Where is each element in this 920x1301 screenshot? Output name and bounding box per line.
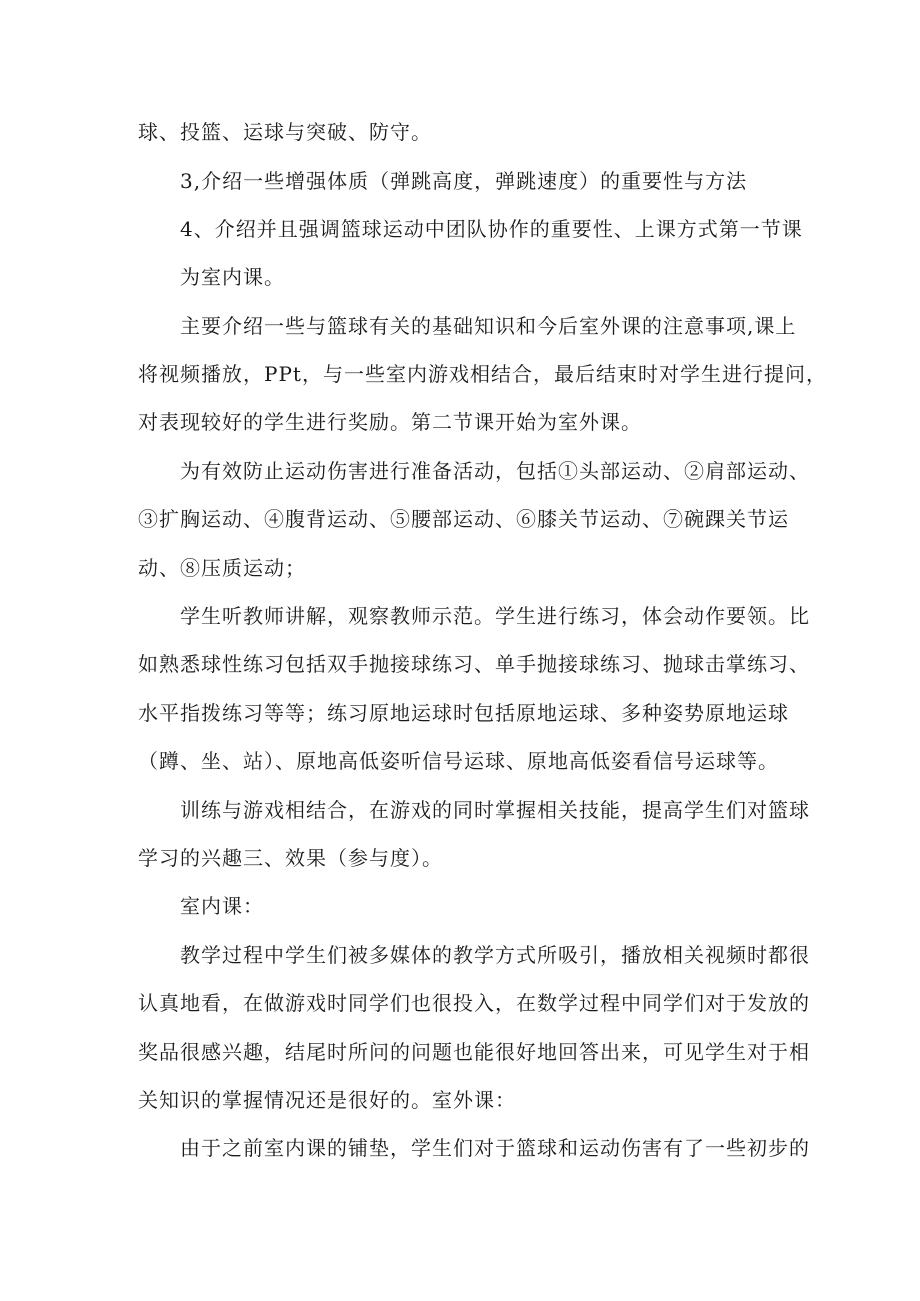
text-line: 球、投篮、运球与突破、防守。 (138, 120, 432, 144)
text-line: 水平指拨练习等等；练习原地运球时包括原地运球、多种姿势原地运球 (138, 701, 789, 725)
text-line: 将视频播放，PPt，与一些室内游戏相结合，最后结束时对学生进行提问， (138, 362, 827, 386)
text-line: 动、⑧压质运动； (138, 556, 306, 580)
text-line: 4、介绍并且强调篮球运动中团队协作的重要性、上课方式第一节课 (180, 217, 803, 241)
text-line: 室内课： (180, 894, 264, 918)
text-line: 主要介绍一些与篮球有关的基础知识和今后室外课的注意事项,课上 (180, 314, 797, 338)
text-line: 3,介绍一些增强体质（弹跳高度，弹跳速度）的重要性与方法 (180, 169, 748, 193)
text-line: 为室内课。 (180, 265, 285, 289)
text-line: 关知识的掌握情况还是很好的。室外课： (138, 1088, 516, 1112)
text-line: （蹲、坐、站）、原地高低姿听信号运球、原地高低姿看信号运球等。 (138, 749, 779, 773)
text-line: ③扩胸运动、④腹背运动、⑤腰部运动、⑥膝关节运动、⑦碗踝关节运 (138, 507, 789, 531)
text-line: 教学过程中学生们被多媒体的教学方式所吸引，播放相关视频时都很 (180, 943, 810, 967)
text-line: 由于之前室内课的铺垫，学生们对于篮球和运动伤害有了一些初步的 (180, 1136, 810, 1160)
text-line: 训练与游戏相结合，在游戏的同时掌握相关技能，提高学生们对篮球 (180, 798, 810, 822)
text-line: 对表现较好的学生进行奖励。第二节课开始为室外课。 (138, 410, 642, 434)
text-line: 认真地看，在做游戏时同学们也很投入，在数学过程中同学们对于发放的 (138, 991, 810, 1015)
text-line: 奖品很感兴趣，结尾时所问的问题也能很好地回答出来，可见学生对于相 (138, 1040, 810, 1064)
text-line: 学生听教师讲解，观察教师示范。学生进行练习，体会动作要领。比 (180, 604, 810, 628)
text-line: 学习的兴趣三、效果（参与度）。 (138, 846, 443, 870)
text-line: 如熟悉球性练习包括双手抛接球练习、单手抛接球练习、抛球击掌练习、 (138, 652, 810, 676)
text-line: 为有效防止运动伤害进行准备活动，包括①头部运动、②肩部运动、 (180, 459, 810, 483)
